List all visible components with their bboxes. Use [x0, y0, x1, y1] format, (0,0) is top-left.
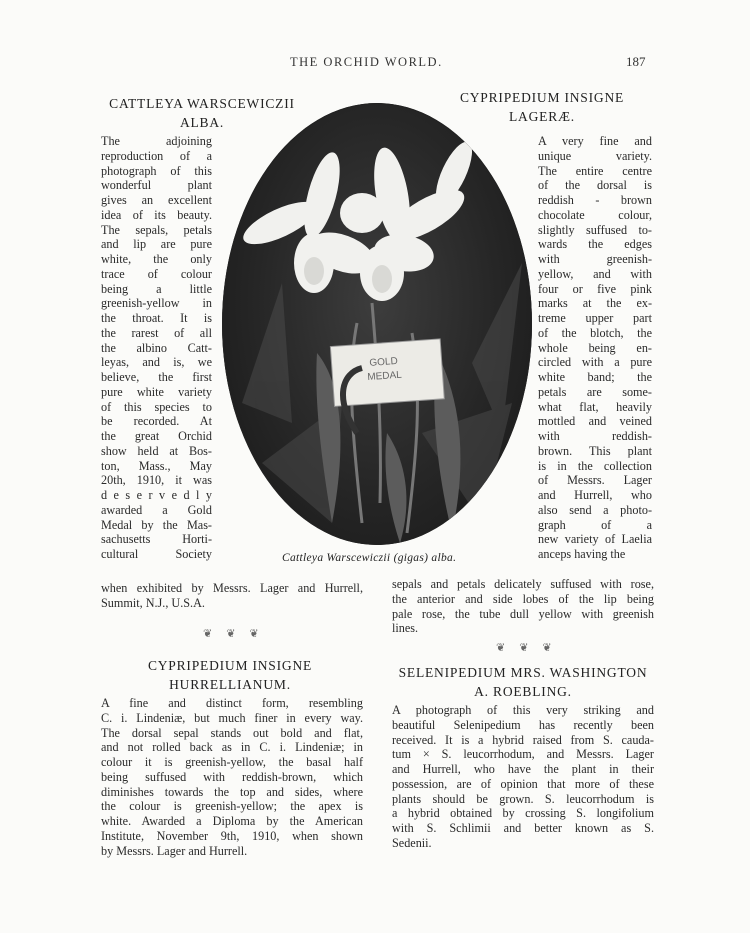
cattleya-body-line: sachusetts Horti-: [101, 532, 212, 547]
cattleya-body-line: The sepals, petals: [101, 222, 212, 237]
selenipedium-heading-line2: A. ROEBLING.: [474, 684, 572, 699]
lagerae-body-line: and Hurrell, who: [538, 488, 652, 502]
cattleya-body-line: white, the only: [101, 252, 212, 266]
selenipedium-body-line: A photograph of this very striking and: [392, 703, 654, 717]
lagerae-tail-line: the anterior and side lobes of the lip being: [392, 591, 654, 606]
hurrellianum-body-line: Institute, November 9th, 1910, when shown: [101, 828, 363, 843]
running-head: THE ORCHID WORLD.: [290, 55, 443, 69]
medal-card-line2: MEDAL: [367, 369, 403, 384]
hurrellianum-body-line: The dorsal sepal stands out bold and flat,: [101, 725, 363, 740]
cattleya-body-line: photograph of this: [101, 163, 212, 178]
selenipedium-body-line: Sedenii.: [392, 835, 432, 850]
lagerae-body-line: of Messrs. Lager: [538, 473, 652, 488]
selenipedium-body-line: tum × S. leucorrhodum, and Messrs. Lager: [392, 747, 654, 762]
cattleya-body-line: be recorded. At: [101, 414, 212, 429]
lagerae-body-line: white band; the: [538, 370, 652, 384]
lagerae-body-line: of the blotch, the: [538, 325, 652, 340]
lagerae-body-line: circled with a pure: [538, 355, 652, 370]
cattleya-body-line: being a little: [101, 281, 212, 296]
lagerae-tail-line: sepals and petals delicately suffused with rose,: [392, 577, 654, 591]
selenipedium-body-line: and Hurrell, who have the plant in their: [392, 762, 654, 776]
hurrellianum-body-line: the colour is greenish-yellow; the apex is: [101, 799, 363, 814]
cattleya-body-line: believe, the first: [101, 370, 212, 384]
lagerae-body-line: anceps having the: [538, 547, 626, 561]
hurrellianum-body: [101, 696, 363, 858]
selenipedium-body-line: possession, are of opinion that more of these: [392, 776, 654, 791]
cattleya-tail: [101, 581, 363, 611]
lagerae-body-line: with reddish-: [538, 429, 652, 443]
cattleya-body-line: d e s e r v e d l y: [101, 488, 212, 502]
lagerae-body-line: what flat, heavily: [538, 399, 652, 414]
lagerae-body-line: whole being en-: [538, 340, 652, 355]
hurrellianum-body-line: and not rolled back as in C. i. Lindeniæ; in: [101, 740, 363, 755]
cattleya-body-line: show held at Bos-: [101, 443, 212, 458]
hurrellianum-body-line: C. i. Lindeniæ, but much finer in every way.: [101, 710, 363, 725]
cattleya-body-line: greenish-yellow in: [101, 296, 212, 311]
lagerae-body-line: petals are some-: [538, 384, 652, 399]
hurrellianum-body-line: by Messrs. Lager and Hurrell.: [101, 843, 248, 858]
hurrellianum-body-line: A fine and distinct form, resembling: [101, 696, 363, 710]
hurrellianum-body-line: white. Awarded a Diploma by the American: [101, 814, 363, 828]
lagerae-body-line: marks at the ex-: [538, 296, 652, 311]
cattleya-body-line: the rarest of all: [101, 325, 212, 340]
selenipedium-heading: [388, 663, 658, 701]
cattleya-body-line: ton, Mass., May: [101, 458, 212, 473]
lagerae-body: [538, 134, 652, 562]
hurrellianum-body-line: diminishes towards the top and sides, where: [101, 784, 363, 799]
photo-caption: Cattleya Warscewiczii (gigas) alba.: [282, 552, 457, 564]
selenipedium-body: [392, 703, 654, 851]
selenipedium-body-line: received. It is a hybrid raised from S. cauda-: [392, 732, 654, 747]
page-number: 187: [626, 54, 646, 69]
cattleya-body-line: idea of its beauty.: [101, 207, 212, 222]
cattleya-tail-line1: when exhibited by Messrs. Lager and Hurrell,: [101, 581, 363, 595]
cattleya-body-line: leyas, and is, we: [101, 355, 212, 370]
lagerae-body-line: mottled and veined: [538, 414, 652, 429]
section-ornament-left: ❦❦❦: [203, 628, 273, 640]
cattleya-body-line: gives an excellent: [101, 193, 212, 207]
lagerae-body-line: reddish - brown: [538, 193, 652, 207]
lagerae-body-line: slightly suffused to-: [538, 222, 652, 237]
cattleya-heading-line2: ALBA.: [179, 115, 225, 130]
lagerae-body-line: also send a photo-: [538, 502, 652, 517]
lagerae-tail-line: lines.: [392, 621, 419, 636]
selenipedium-body-line: a hybrid obtained by crossing S. longifolium: [392, 806, 654, 821]
cattleya-body-line: 20th, 1910, it was: [101, 473, 212, 488]
medal-card-line1: GOLD: [369, 355, 399, 369]
cattleya-body: [101, 134, 212, 562]
cattleya-body-line: awarded a Gold: [101, 502, 212, 517]
cattleya-body-line: the albino Catt-: [101, 340, 212, 355]
cattleya-body-line: trace of colour: [101, 266, 212, 281]
orchid-photograph: [222, 103, 532, 545]
cattleya-body-line: the great Orchid: [101, 429, 212, 443]
lagerae-body-line: wards the edges: [538, 237, 652, 252]
hurrellianum-heading-line1: CYPRIPEDIUM INSIGNE: [147, 658, 313, 673]
orchid-illustration: [222, 103, 532, 545]
cattleya-heading-line1: CATTLEYA WARSCEWICZII: [109, 96, 295, 111]
lagerae-body-line: yellow, and with: [538, 266, 652, 281]
lagerae-body-line: unique variety.: [538, 148, 652, 163]
cattleya-body-line: pure white variety: [101, 384, 212, 399]
lagerae-body-line: brown. This plant: [538, 443, 652, 458]
cattleya-body-line: the throat. It is: [101, 311, 212, 325]
lagerae-tail-line: pale rose, the tube dull yellow with greenish: [392, 606, 654, 621]
lagerae-body-line: treme upper part: [538, 311, 652, 325]
cattleya-body-line: cultural Society: [101, 547, 212, 561]
lagerae-body-line: The entire centre: [538, 163, 652, 178]
hurrellianum-body-line: colour it is greenish-yellow, the basal half: [101, 755, 363, 769]
selenipedium-body-line: with S. Schlimii and better known as S.: [392, 821, 654, 835]
hurrellianum-heading: [110, 656, 350, 694]
lagerae-heading-line1: CYPRIPEDIUM INSIGNE: [459, 90, 625, 105]
lagerae-heading-line2: LAGERÆ.: [509, 109, 575, 124]
cattleya-body-line: wonderful plant: [101, 178, 212, 193]
cattleya-body-line: Medal by the Mas-: [101, 517, 212, 532]
hurrellianum-body-line: being suffused with reddish-brown, which: [101, 769, 363, 784]
section-ornament-right: ❦❦❦: [496, 642, 566, 654]
cattleya-body-line: The adjoining: [101, 134, 212, 148]
lagerae-body-line: graph of a: [538, 517, 652, 532]
lagerae-body-line: four or five pink: [538, 281, 652, 296]
hurrellianum-heading-line2: HURRELLIANUM.: [169, 677, 291, 692]
cattleya-body-line: reproduction of a: [101, 148, 212, 163]
lagerae-body-line: new variety of Laelia: [538, 532, 652, 547]
selenipedium-body-line: beautiful Selenipedium has recently been: [392, 717, 654, 732]
selenipedium-body-line: plants should be grown. S. leucorrhodum is: [392, 791, 654, 806]
cattleya-body-line: of this species to: [101, 399, 212, 414]
lagerae-body-line: is in the collection: [538, 458, 652, 473]
lagerae-tail: [392, 577, 654, 636]
lagerae-body-line: chocolate colour,: [538, 207, 652, 222]
lagerae-body-line: A very fine and: [538, 134, 652, 148]
cattleya-tail-line2: Summit, N.J., U.S.A.: [101, 595, 205, 610]
selenipedium-heading-line1: SELENIPEDIUM MRS. WASHINGTON: [398, 665, 648, 680]
cattleya-body-line: and lip are pure: [101, 237, 212, 252]
lagerae-body-line: with greenish-: [538, 252, 652, 266]
lagerae-body-line: of the dorsal is: [538, 178, 652, 193]
